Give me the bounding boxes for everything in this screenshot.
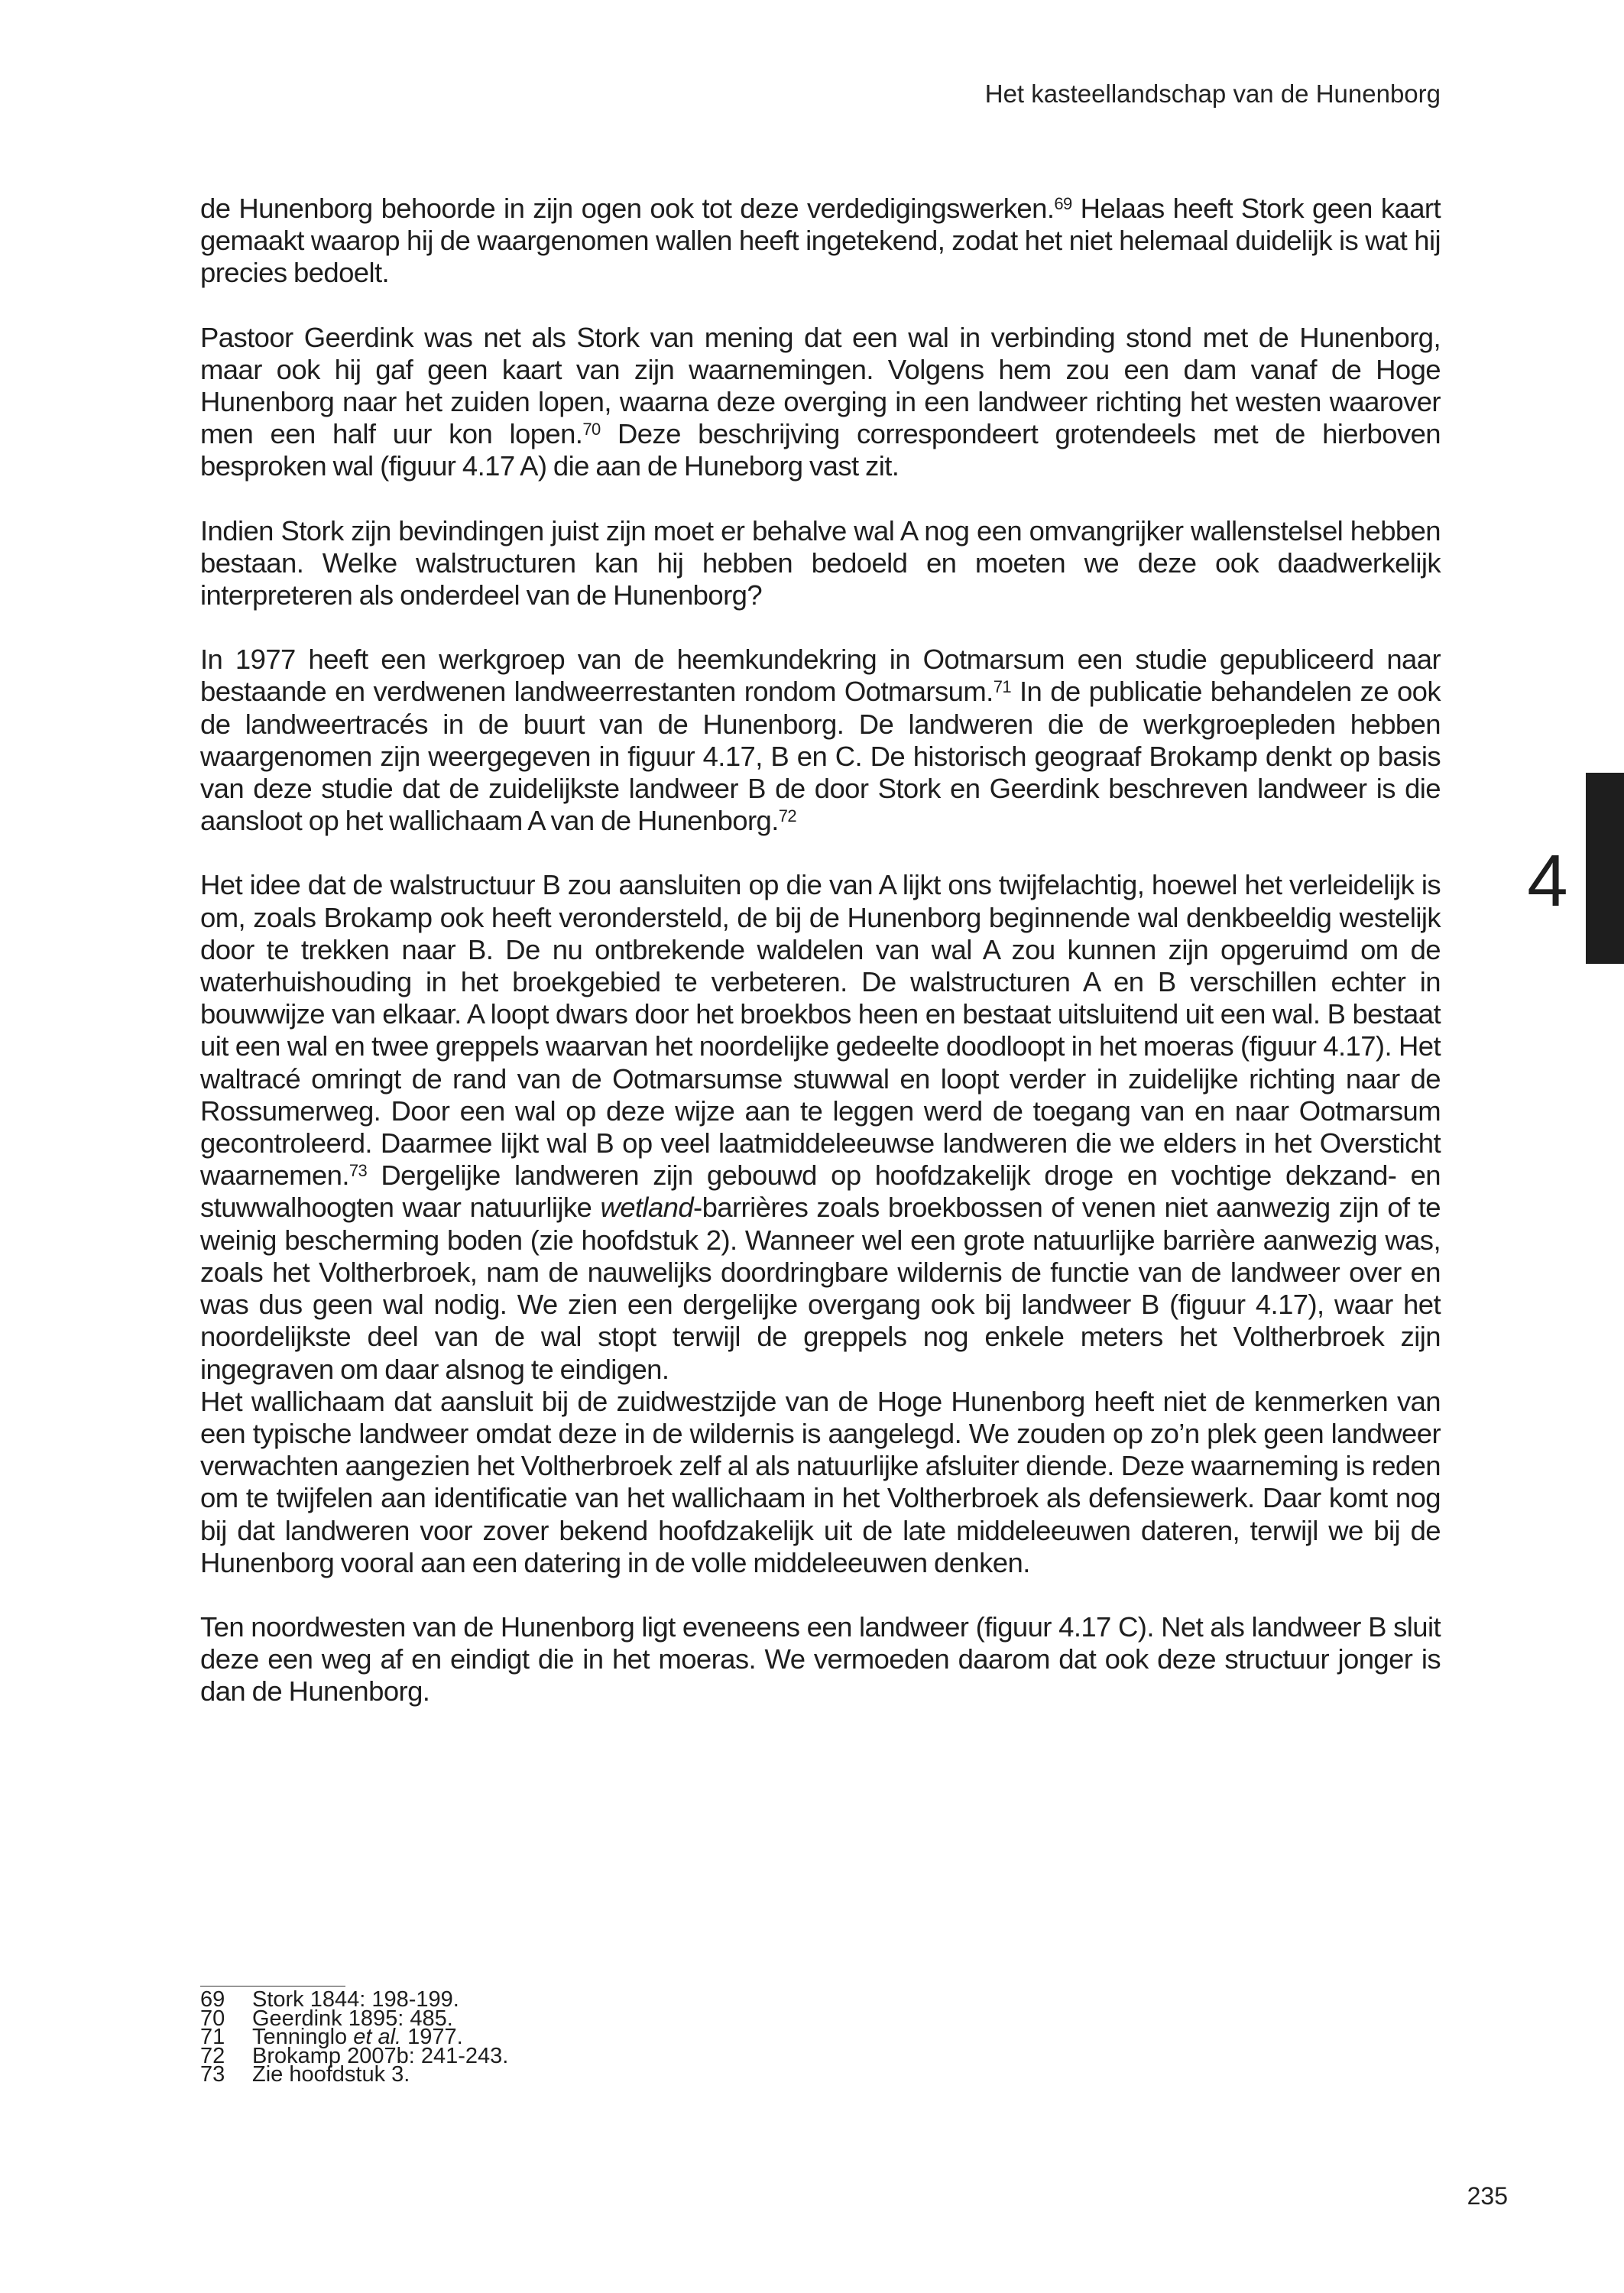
footnote-text [252, 2062, 410, 2087]
paragraph [200, 869, 1441, 1385]
page-number: 235 [1467, 2182, 1508, 2210]
text-segment: Helaas heeft Stork geen kaart gemaakt waarop hij de waargenomen wallen heeft ingetekend, zodat het niet helemaal duidelijk is wat hij precies bedoelt. [200, 193, 1441, 289]
text-segment: Indien Stork zijn bevindingen juist zijn moet er behalve wal A nog een omvangrijker wallenstelsel hebben bestaan. Welke walstructuren kan hij hebben bedoeld en moeten we deze ook daadwerkelijk interpreteren als onderdeel van de Hunenborg? [200, 514, 1441, 611]
footnote-number: 70 [200, 2006, 225, 2031]
paragraph [200, 322, 1441, 483]
footnote-number: 69 [200, 1987, 225, 2012]
text-segment: Ten noordwesten van de Hunenborg ligt eveneens een landweer (figuur 4.17 C). Net als landweer B sluit deze een weg af en eindigt die in het moeras. We vermoeden daarom dat ook deze structuur jonger is dan de Hunenborg. [200, 1610, 1441, 1708]
chapter-number: 4 [1527, 840, 1568, 922]
text-segment: Pastoor Geerdink was net als Stork van mening dat een wal in verbinding stond met de Hunenborg, maar ook hij gaf geen kaart van zijn waarnemingen. Volgens hem zou een dam vanaf de Hoge Hunenborg naar het zuiden lopen, waarna deze overging in een landweer richting het westen waarover men een half uur kon lopen. [200, 321, 1441, 450]
text-segment: Zie hoofdstuk 3. [252, 2062, 410, 2087]
paragraph [200, 644, 1441, 837]
running-head-title: Het kasteellandschap van de Hunenborg [984, 79, 1441, 108]
paragraph [200, 1386, 1441, 1579]
text-segment: de Hunenborg behoorde in zijn ogen ook tot deze verdedigingswerken. [200, 193, 1055, 224]
italic-text: wetland [600, 1192, 694, 1224]
paragraph [200, 1611, 1441, 1708]
footnote-number: 72 [200, 2043, 225, 2068]
footnote-reference: 72 [778, 806, 797, 826]
text-segment: Deze beschrijving correspondeert grotendeels met de hierboven besproken wal (figuur 4.17 A) die aan de Huneborg vast zit. [200, 418, 1441, 482]
body-text [200, 193, 1441, 1740]
footnote-number: 71 [200, 2025, 225, 2049]
text-segment: Dergelijke landweren zijn gebouwd op hoofdzakelijk droge en vochtige dekzand- en stuwwalhoogten waar natuurlijke [200, 1159, 1441, 1224]
text-segment: Het wallichaam dat aansluit bij de zuidwestzijde van de Hoge Hunenborg heeft niet de kenmerken van een typische landweer omdat deze in de wildernis is aangelegd. We zouden op zo’n plek geen landweer verwachten aangezien het Voltherbroek zelf al als natuurlijke afsluiter diende. Deze waarneming is reden om te twijfelen aan identificatie van het wallichaam in het Voltherbroek als defensiewerk. Daar komt nog bij dat landweren voor zover bekend hoofdzakelijk uit de late middeleeuwen dateren, terwijl we bij de Hunenborg vooral aan een datering in de volle middeleeuwen denken. [200, 1385, 1441, 1578]
paragraph [200, 515, 1441, 612]
footnote-number: 73 [200, 2062, 225, 2087]
text-segment: Tenninglo [252, 2025, 354, 2049]
text-segment: Stork 1844: 198-199. [252, 1987, 459, 2012]
chapter-tab-marker [1586, 773, 1624, 964]
text-segment: 1977. [401, 2025, 463, 2049]
text-segment: Brokamp 2007b: 241-243. [252, 2043, 509, 2068]
text-segment: In 1977 heeft een werkgroep van de heemkundekring in Ootmarsum een studie gepubliceerd naar bestaande en verdwenen landweerrestanten rondom Ootmarsum. [200, 644, 1441, 708]
footnote-reference: 71 [993, 677, 1011, 697]
footnote-reference: 70 [582, 420, 601, 439]
text-segment: Geerdink 1895: 485. [252, 2006, 453, 2031]
footnote-divider [200, 1986, 345, 1987]
text-segment: In de publicatie behandelen ze ook de landweertracés in de buurt van de Hunenborg. De landweren die de werkgroepleden hebben waargenomen zijn weergegeven in figuur 4.17, B en C. De historisch geograaf Brokamp denkt op basis van deze studie dat de zuidelijkste landweer B de door Stork en Geerdink beschreven landweer is die aansloot op het wallichaam A van de Hunenborg. [200, 676, 1441, 837]
text-segment: -barrières zoals broekbossen of venen niet aanwezig zijn of te weinig bescherming boden (zie hoofdstuk 2). Wanneer wel een grote natuurlijke barrière aanwezig was, zoals het Voltherbroek, nam de nauwelijks doordringbare wildernis de functie van de landweer over en was dus geen wal nodig. We zien een dergelijke overgang ook bij landweer B (figuur 4.17), waar het noordelijkste deel van de wal stopt terwijl de greppels nog enkele meters het Voltherbroek zijn ingegraven om daar alsnog te eindigen. [200, 1192, 1441, 1385]
footnote-reference: 73 [348, 1161, 368, 1181]
footnote-item [200, 2062, 508, 2087]
footnote-reference: 69 [1054, 193, 1072, 213]
paragraph [200, 193, 1441, 290]
text-segment: Het idee dat de walstructuur B zou aansluiten op die van A lijkt ons twijfelachtig, hoewel het verleidelijk is om, zoals Brokamp ook heeft verondersteld, de bij de Hunenborg beginnende wal denkbeeldig westelijk door te trekken naar B. De nu ontbrekende waldelen van wal A zou kunnen zijn opgeruimd om de waterhuishouding in het broekgebied te verbeteren. De walstructuren A en B verschillen echter in bouwwijze van elkaar. A loopt dwars door het broekbos heen en bestaat uitsluitend uit een wal. B bestaat uit een wal en twee greppels waarvan het noordelijke gedeelte doodloopt in het moeras (figuur 4.17). Het waltracé omringt de rand van de Ootmarsumse stuwwal en loopt verder in zuidelijke richting naar de Rossumerweg. Door een wal op deze wijze aan te leggen werd de toegang van en naar Ootmarsum gecontroleerd. Daarmee lijkt wal B op veel laatmiddeleeuwse landweren die we elders in het Oversticht waarnemen. [200, 869, 1441, 1192]
footnotes-list [200, 1987, 509, 2087]
italic-text: et al. [353, 2025, 402, 2049]
